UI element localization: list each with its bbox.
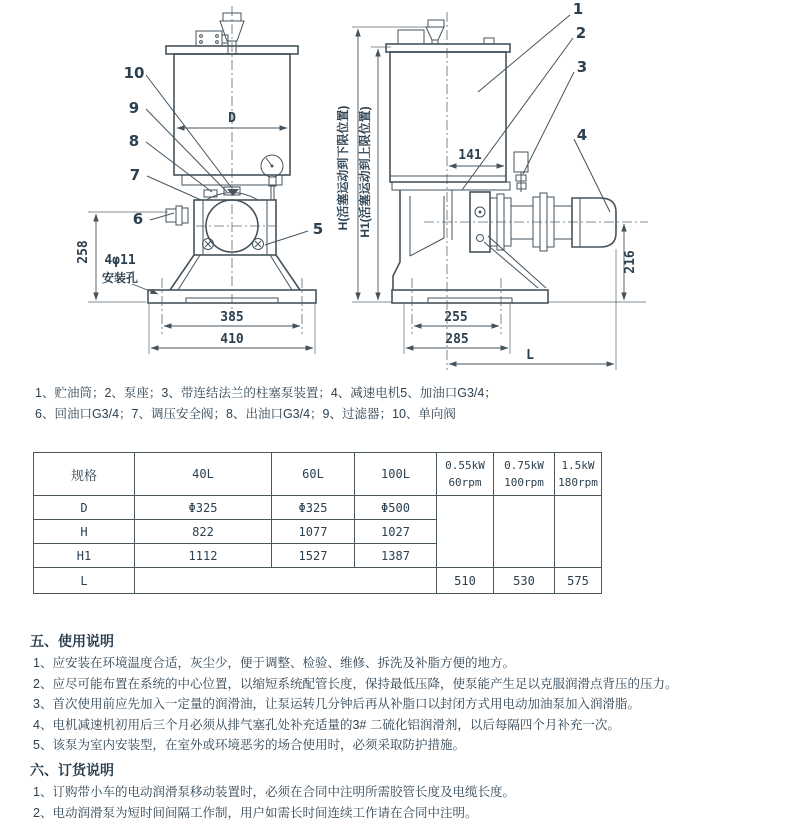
callout-1: 1 (572, 0, 584, 18)
cell-l-15kw: 575 (555, 568, 602, 594)
ordering-section-items (33, 782, 515, 823)
dim-d-label: D (228, 111, 236, 126)
power-rpm: 60rpm (448, 476, 482, 489)
ordering-item-2: 2、电动润滑泵为短时间间隔工作制，用户如需长时间连续工作请在合同中注明。 (33, 805, 478, 820)
empty-merged-cell (494, 496, 555, 568)
cell-h1-60l: 1527 (272, 544, 355, 568)
power-kw: 0.75kW (504, 459, 544, 472)
cell-d-40l: Φ325 (135, 496, 272, 520)
pump-technical-drawing (0, 0, 800, 378)
spec-table (33, 452, 602, 594)
callout-4: 4 (576, 126, 588, 144)
cell-h1-100l: 1387 (355, 544, 437, 568)
empty-merged-cell (135, 568, 437, 594)
usage-item-3: 3、首次使用前应先加入一定量的润滑油，让泵运转几分钟后再从补脂口以封闭方式用电动加油泵加入润滑脂。 (33, 697, 640, 711)
cell-h1-40l: 1112 (135, 544, 272, 568)
dim-141-label: 141 (458, 148, 482, 163)
callout-5: 5 (312, 220, 324, 238)
header-power-1 (437, 453, 494, 496)
spec-header-cell: 规格 (34, 453, 135, 496)
cell-l-055kw: 510 (437, 568, 494, 594)
parts-list-line2: 6、回油口G3/4；7、调压安全阀；8、出油口G3/4；9、过滤器；10、单向阀 (35, 407, 456, 421)
mount-hole-note-line2: 安装孔 (101, 271, 139, 285)
row-label-d: D (34, 496, 135, 520)
header-60l: 60L (272, 453, 355, 496)
cell-h-40l: 822 (135, 520, 272, 544)
parts-list (35, 383, 497, 425)
usage-item-5: 5、该泵为室内安装型，在室外或环境恶劣的场合使用时，必须采取防护措施。 (33, 738, 465, 752)
dim-216-label: 216 (623, 250, 638, 274)
row-label-l: L (34, 568, 135, 594)
usage-section-items (33, 653, 677, 756)
usage-item-2: 2、应尽可能布置在系统的中心位置，以缩短系统配管长度，保持最低压降，使泵能产生足以克服润滑点背压的压力。 (33, 676, 678, 691)
h-dimension-label: H(活塞运动到下限位置) (336, 105, 350, 231)
callout-7: 7 (129, 166, 141, 184)
usage-section-title: 五、使用说明 (30, 633, 114, 649)
front-view (76, 6, 323, 354)
empty-merged-cell (555, 496, 602, 568)
row-label-h1: H1 (34, 544, 135, 568)
cell-l-075kw: 530 (494, 568, 555, 594)
side-view (335, 0, 648, 370)
ordering-item-1: 1、订购带小车的电动润滑泵移动装置时，必须在合同中注明所需胶管长度及电缆长度。 (33, 785, 515, 799)
h1-dimension-label: H1(活塞运动到上限位置) (358, 106, 372, 238)
callout-10: 10 (123, 64, 145, 82)
power-kw: 1.5kW (561, 459, 595, 472)
dim-285-label: 285 (445, 332, 469, 347)
callout-3: 3 (576, 58, 588, 76)
power-rpm: 100rpm (504, 476, 544, 489)
usage-item-1: 1、应安装在环境温度合适，灰尘少，便于调整、检验、维修、拆洗及补脂方便的地方。 (33, 656, 515, 670)
parts-list-line1: 1、贮油筒；2、泵座；3、带连结法兰的柱塞泵装置；4、减速电机5、加油口G3/4； (35, 386, 497, 400)
row-label-h: H (34, 520, 135, 544)
power-rpm: 180rpm (558, 476, 598, 489)
dim-410-label: 410 (220, 332, 244, 347)
callout-8: 8 (128, 132, 140, 150)
cell-h-100l: 1027 (355, 520, 437, 544)
header-power-2 (494, 453, 555, 496)
ordering-section-title: 六、订货说明 (30, 762, 114, 778)
empty-merged-cell (437, 496, 494, 568)
callout-9: 9 (128, 99, 140, 117)
dim-385-label: 385 (220, 310, 244, 325)
cell-h-60l: 1077 (272, 520, 355, 544)
dim-255-label: 255 (444, 310, 468, 325)
power-kw: 0.55kW (445, 459, 485, 472)
header-power-3 (555, 453, 602, 496)
header-100l: 100L (355, 453, 437, 496)
dim-258-label: 258 (76, 240, 91, 264)
cell-d-60l: Φ325 (272, 496, 355, 520)
cell-d-100l: Φ500 (355, 496, 437, 520)
callout-2: 2 (575, 24, 587, 42)
usage-item-4: 4、电机减速机初用后三个月必须从排气塞孔处补充适量的3# 二硫化铝润滑剂，以后每隔四个月补充一次。 (33, 717, 620, 732)
header-40l: 40L (135, 453, 272, 496)
callout-6: 6 (132, 210, 144, 228)
dim-l-label: L (526, 348, 534, 363)
mount-hole-note-line1: 4φ11 (104, 253, 136, 268)
